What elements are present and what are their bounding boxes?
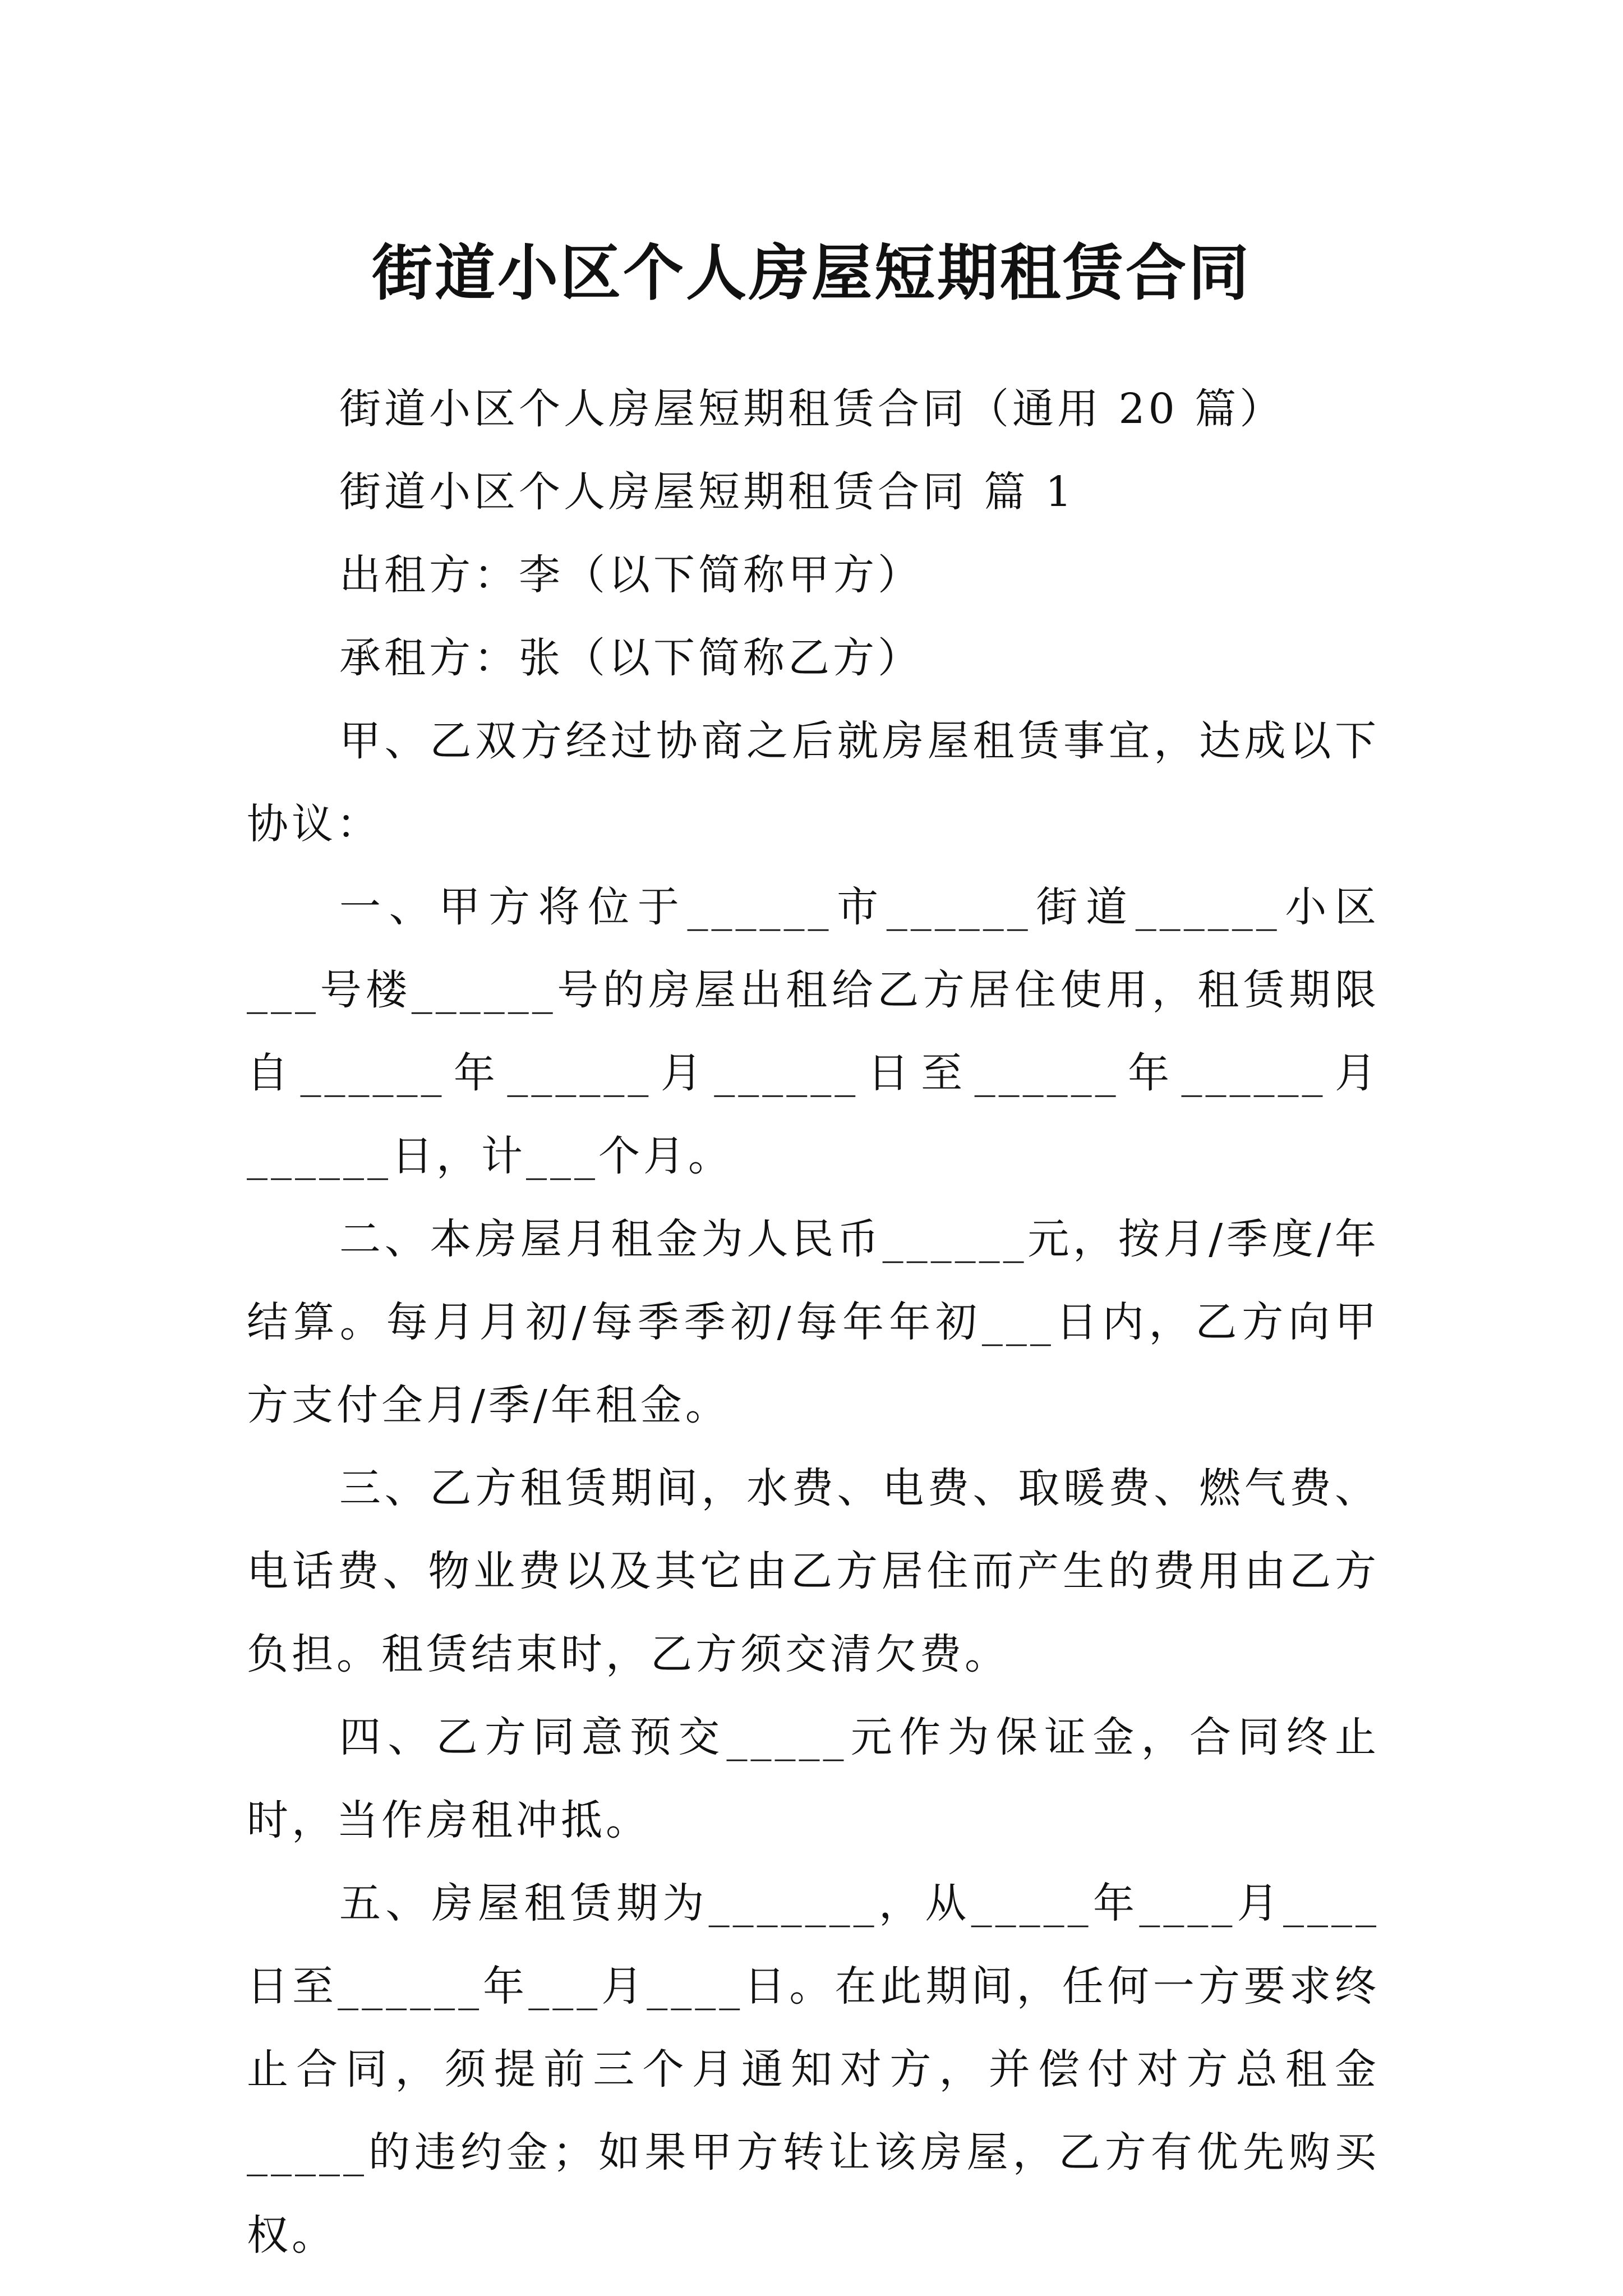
document-title: 街道小区个人房屋短期租赁合同 <box>371 238 1251 309</box>
contract-subtitle: 街道小区个人房屋短期租赁合同（通用 20 篇） <box>339 385 1285 433</box>
clause-4: 四、乙方同意预交_____元作为保证金，合同终止时，当作房租冲抵。 <box>247 1713 1380 1844</box>
agreement-intro: 甲、乙双方经过协商之后就房屋租赁事宜，达成以下协议： <box>247 717 1380 848</box>
clause-2: 二、本房屋月租金为人民币______元，按月/季度/年结算。每月月初/每季季初/每年年初___日内，乙方向甲方支付全月/季/年租金。 <box>247 1215 1380 1429</box>
clause-1: 一、甲方将位于______市______街道______小区___号楼______号的房屋出租给乙方居住使用，租赁期限自______年______月______日至______年______月______日，计___个月。 <box>247 883 1380 1180</box>
lessor-line: 出租方：李（以下简称甲方） <box>339 551 923 599</box>
lessee-line: 承租方：张（以下简称乙方） <box>339 634 923 682</box>
clause-3: 三、乙方租赁期间，水费、电费、取暖费、燃气费、电话费、物业费以及其它由乙方居住而产生的费用由乙方负担。租赁结束时，乙方须交清欠费。 <box>247 1464 1380 1678</box>
contract-part-heading: 街道小区个人房屋短期租赁合同 篇 1 <box>339 468 1076 516</box>
document-body <box>247 367 1380 2277</box>
clause-5: 五、房屋租赁期为_______，从_____年____月____日至______年___月____日。在此期间，任何一方要求终止合同，须提前三个月通知对方，并偿付对方总租金_____的违约金；如果甲方转让该房屋，乙方有优先购买权。 <box>247 1879 1380 2260</box>
